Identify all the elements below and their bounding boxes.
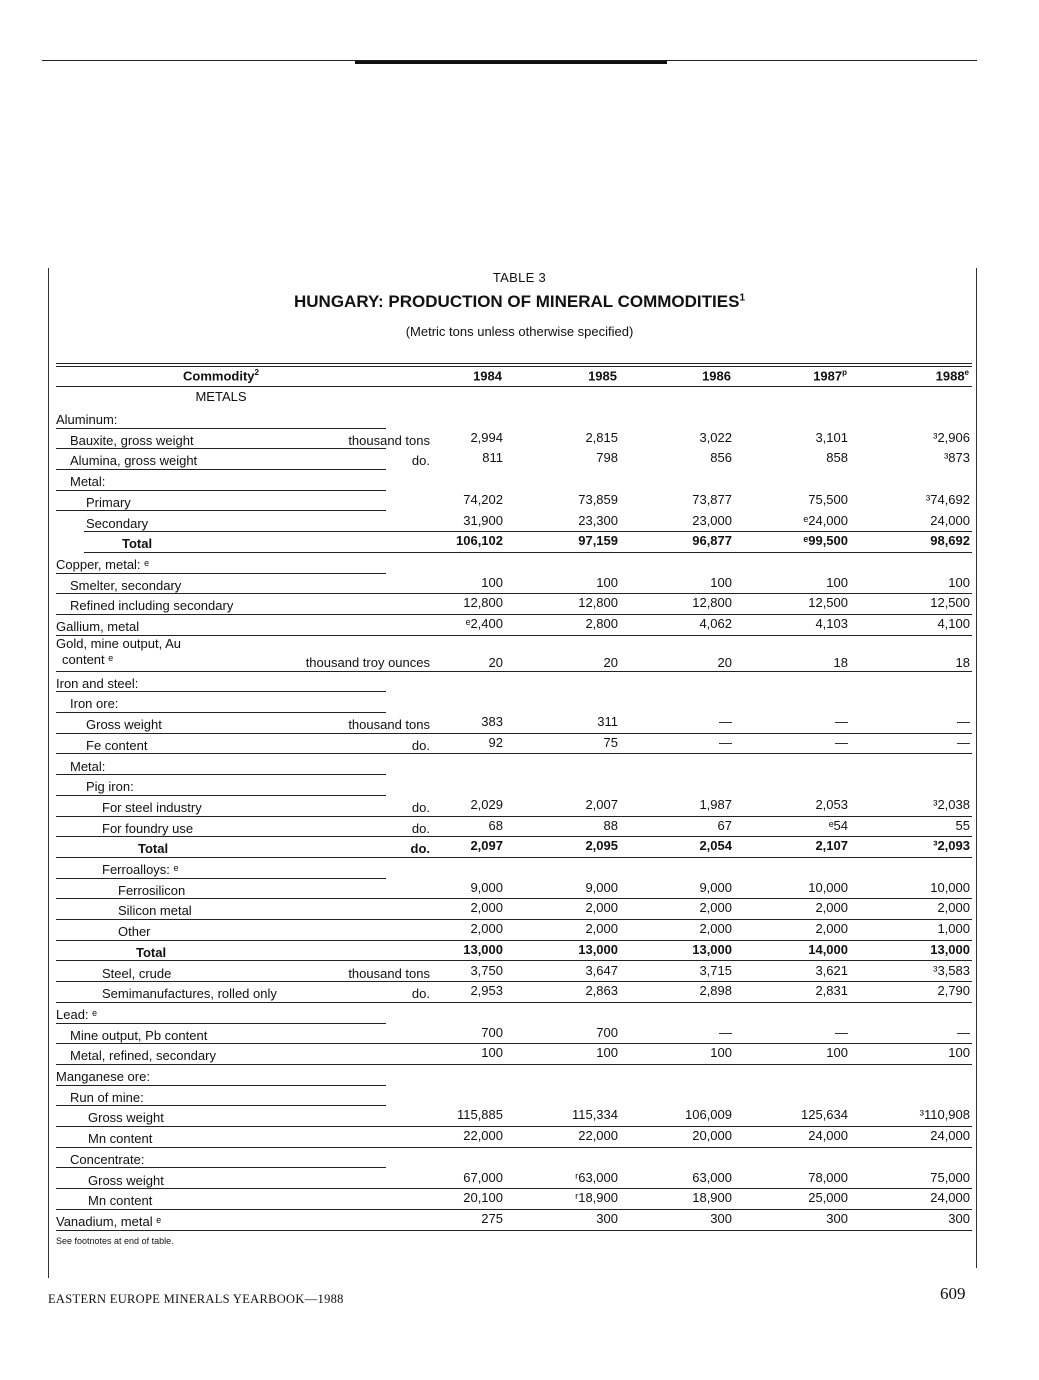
value-1988: ³2,038 (933, 796, 970, 812)
table-row (56, 512, 972, 533)
table-row (56, 713, 972, 734)
value-1988: ³873 (943, 450, 970, 466)
value-1986: 2,054 (699, 838, 732, 854)
value-1985: 2,000 (585, 921, 618, 937)
value-1987: 2,000 (815, 900, 848, 916)
value-1985: 2,007 (585, 796, 618, 812)
commodity-name: For steel industry (102, 799, 202, 815)
value-1985: 97,159 (578, 533, 618, 549)
unit-label: do. (411, 820, 430, 836)
value-1985: 311 (597, 714, 618, 730)
unit-label: do. (411, 453, 430, 469)
value-1986: 1,987 (699, 796, 732, 812)
value-1984: 20,100 (463, 1190, 503, 1206)
commodity-name: Copper, metal: ᵉ (56, 556, 149, 572)
value-1986: 2,000 (699, 900, 732, 916)
table-row (56, 449, 972, 470)
commodity-name: Gross weight (88, 1110, 164, 1126)
year-header-1988: 1988e (935, 368, 969, 384)
value-1984: 2,994 (470, 429, 503, 445)
commodity-name: Mn content (88, 1193, 153, 1209)
commodity-name: Total (122, 536, 153, 552)
value-1988: 13,000 (930, 941, 970, 957)
unit-label: thousand troy ounces (305, 654, 430, 670)
table-row (56, 615, 972, 636)
value-1986: 67 (717, 817, 732, 833)
value-1987: 2,000 (815, 921, 848, 937)
commodity-name: Gold, mine output, Au content ᵉ (56, 635, 182, 667)
value-1987: 75,500 (808, 491, 848, 507)
value-1988: 300 (948, 1210, 970, 1226)
value-1988: 24,000 (930, 1190, 970, 1206)
value-1987: 300 (826, 1210, 848, 1226)
table-row (56, 1148, 972, 1169)
table-row (56, 1106, 972, 1127)
unit-label: thousand tons (348, 717, 430, 733)
table-row (56, 755, 972, 776)
value-1984: 2,000 (470, 921, 503, 937)
value-1987: 2,053 (815, 796, 848, 812)
value-1987: — (835, 1024, 848, 1040)
value-1987: ᵉ54 (828, 817, 848, 833)
value-1987: 12,500 (808, 595, 848, 611)
table-row (56, 837, 972, 858)
commodity-name: Mine output, Pb content (70, 1027, 208, 1043)
value-1985: 12,800 (578, 595, 618, 611)
value-1987: 4,103 (815, 616, 848, 631)
value-1984: 20 (488, 654, 503, 670)
row-rule (56, 1230, 972, 1231)
commodity-name: For foundry use (102, 820, 194, 836)
value-1988: 2,790 (937, 983, 970, 999)
commodity-name: Run of mine: (70, 1089, 144, 1105)
value-1985: 23,300 (578, 512, 618, 528)
value-1984: 100 (481, 1045, 503, 1061)
value-1987: 125,634 (801, 1107, 848, 1123)
value-1988: 98,692 (930, 533, 970, 549)
commodity-name: Gross weight (88, 1172, 164, 1188)
value-1988: 12,500 (930, 595, 970, 611)
year-header-1984: 1984 (473, 368, 502, 384)
commodity-name: Bauxite, gross weight (70, 432, 194, 448)
value-1987: 100 (826, 1045, 848, 1061)
value-1988: 10,000 (930, 879, 970, 895)
value-1985: 73,859 (578, 491, 618, 507)
unit-label: do. (410, 841, 430, 857)
value-1988: 24,000 (930, 1128, 970, 1144)
table-row (56, 574, 972, 595)
value-1988: 24,000 (930, 512, 970, 528)
value-1984: 700 (481, 1024, 503, 1040)
table-row (56, 672, 972, 693)
value-1986: 73,877 (692, 491, 732, 507)
value-1986: 23,000 (692, 512, 732, 528)
table-row (56, 429, 972, 450)
table-row (56, 594, 972, 615)
publication-title: EASTERN EUROPE MINERALS YEARBOOK—1988 (48, 1292, 344, 1306)
value-1987: 2,107 (815, 838, 848, 854)
value-1988: 100 (948, 574, 970, 590)
value-1985: 115,334 (571, 1107, 618, 1123)
value-1987: 100 (826, 574, 848, 590)
value-1984: 67,000 (463, 1169, 503, 1185)
value-1987: 18 (833, 654, 848, 670)
commodity-name: Gross weight (86, 717, 162, 733)
commodity-name: Total (136, 944, 167, 960)
commodity-name: Silicon metal (118, 903, 192, 919)
value-1987: 3,101 (815, 429, 848, 445)
table-row (56, 1210, 972, 1231)
table-title-text: HUNGARY: PRODUCTION OF MINERAL COMMODITIES (293, 292, 740, 311)
table-label: TABLE 3 (492, 270, 547, 285)
table-row (56, 636, 972, 672)
value-1987: 858 (826, 450, 848, 466)
value-1988: ³3,583 (933, 962, 970, 978)
commodity-name: Secondary (86, 515, 149, 531)
table-row (56, 858, 972, 879)
table-row (56, 1086, 972, 1107)
value-1985: 22,000 (578, 1128, 618, 1144)
table-row (56, 1169, 972, 1190)
value-1985: 700 (596, 1024, 618, 1040)
table-row (56, 817, 972, 838)
value-1987: — (835, 714, 848, 730)
table-row (56, 899, 972, 920)
value-1986: — (719, 734, 732, 750)
value-1985: 20 (603, 654, 618, 670)
value-1987: — (835, 734, 848, 750)
value-1985: 13,000 (578, 941, 618, 957)
value-1985: 2,000 (585, 900, 618, 916)
table-subtitle: (Metric tons unless otherwise specified) (405, 324, 634, 339)
value-1984: 100 (481, 574, 503, 590)
table-row (56, 775, 972, 796)
unit-label: do. (411, 737, 430, 753)
section-label-metals: METALS (195, 389, 247, 404)
value-1986: 2,898 (699, 983, 732, 999)
table-row (56, 796, 972, 817)
header-top-rule (56, 363, 972, 364)
header-top-rule-2 (56, 366, 972, 367)
table-row (56, 1189, 972, 1210)
value-1988: — (957, 734, 970, 750)
value-1988: ³110,908 (919, 1107, 970, 1123)
table-row (56, 1065, 972, 1086)
value-1988: 55 (955, 817, 970, 833)
commodity-name: Refined including secondary (70, 598, 234, 614)
commodity-name: Metal: (70, 474, 106, 490)
commodity-name: Lead: ᵉ (56, 1006, 97, 1022)
value-1987: 24,000 (808, 1128, 848, 1144)
year-header-1986: 1986 (702, 368, 731, 384)
value-1984: 22,000 (463, 1128, 503, 1144)
value-1986: 2,000 (699, 921, 732, 937)
value-1984: 2,097 (470, 838, 503, 854)
unit-label: thousand tons (348, 432, 430, 448)
value-1984: 383 (481, 714, 503, 730)
table-row (56, 553, 972, 574)
value-1984: 2,953 (470, 983, 503, 999)
value-1987: 10,000 (808, 879, 848, 895)
commodity-name: Fe content (86, 737, 148, 753)
value-1984: 9,000 (470, 879, 503, 895)
value-1985: ʳ18,900 (575, 1190, 618, 1206)
value-1987: ᵉ24,000 (803, 512, 848, 528)
value-1985: 88 (603, 817, 618, 833)
value-1985: 100 (596, 1045, 618, 1061)
commodity-name: Manganese ore: (56, 1069, 150, 1084)
value-1986: 9,000 (699, 879, 732, 895)
value-1984: ᵉ2,400 (465, 616, 503, 631)
value-1987: 3,621 (815, 962, 848, 978)
value-1984: 92 (488, 734, 503, 750)
value-1986: 300 (710, 1210, 732, 1226)
table-row (56, 941, 972, 962)
value-1984: 2,029 (470, 796, 503, 812)
table-row (56, 879, 972, 900)
value-1986: 20 (717, 654, 732, 670)
commodity-name: Pig iron: (86, 779, 134, 795)
value-1985: 2,863 (585, 983, 618, 999)
table-title (0, 292, 1039, 312)
value-1988: 75,000 (930, 1169, 970, 1185)
commodity-name: Vanadium, metal ᵉ (56, 1213, 162, 1229)
commodity-name: Ferrosilicon (118, 882, 186, 898)
year-header-1987: 1987$^p$ (813, 368, 847, 384)
table-row (56, 1024, 972, 1045)
value-1986: 100 (710, 574, 732, 590)
commodity-name: Steel, crude (102, 965, 172, 981)
commodity-name: Iron ore: (70, 696, 119, 712)
table-row (56, 1127, 972, 1148)
value-1987: ᵉ99,500 (803, 533, 848, 549)
table-row (56, 1044, 972, 1065)
value-1988: 100 (948, 1045, 970, 1061)
table-row (56, 734, 972, 755)
value-1986: 63,000 (692, 1169, 732, 1185)
commodity-name: Other (118, 924, 151, 940)
value-1988: 18 (955, 654, 970, 670)
value-1984: 13,000 (463, 941, 503, 957)
commodity-name: Concentrate: (70, 1151, 145, 1167)
unit-label: do. (411, 799, 430, 815)
value-1986: 106,009 (685, 1107, 732, 1123)
value-1985: 300 (596, 1210, 618, 1226)
commodity-name: Smelter, secondary (70, 577, 182, 593)
value-1986: 18,900 (692, 1190, 732, 1206)
value-1986: 4,062 (699, 616, 732, 631)
table-row (56, 470, 972, 491)
value-1988: 2,000 (937, 900, 970, 916)
commodity-name: Metal: (70, 758, 106, 774)
value-1985: 2,095 (585, 838, 618, 854)
value-1988: 1,000 (937, 921, 970, 937)
right-margin-line (976, 268, 977, 1268)
header-bottom-rule (56, 386, 972, 387)
value-1986: — (719, 1024, 732, 1040)
page-number: 609 (940, 1284, 966, 1303)
value-1984: 12,800 (463, 595, 503, 611)
value-1984: 68 (488, 817, 503, 833)
table-row (56, 1003, 972, 1024)
commodity-name: Mn content (88, 1131, 153, 1147)
commodity-name: Iron and steel: (56, 675, 139, 691)
commodity-name: Alumina, gross weight (70, 453, 198, 469)
commodity-name: Ferroalloys: ᵉ (102, 862, 179, 877)
value-1984: 31,900 (463, 512, 503, 528)
value-1986: — (719, 714, 732, 730)
commodity-header-note: 2 (254, 368, 259, 377)
table-row (56, 962, 972, 983)
value-1988: 4,100 (937, 616, 970, 631)
value-1984: 74,202 (463, 491, 503, 507)
table-row (56, 491, 972, 512)
value-1984: 275 (481, 1210, 503, 1226)
value-1986: 100 (710, 1045, 732, 1061)
commodity-name: Total (138, 841, 169, 857)
commodity-name: Semimanufactures, rolled only (102, 986, 277, 1002)
value-1986: 96,877 (692, 533, 732, 549)
value-1988: — (957, 714, 970, 730)
top-rule-accent (355, 61, 667, 64)
value-1986: 3,022 (699, 429, 732, 445)
value-1986: 20,000 (692, 1128, 732, 1144)
commodity-name: Aluminum: (56, 412, 118, 427)
value-1985: 3,647 (585, 962, 618, 978)
table-row (56, 692, 972, 713)
table-title-note: 1 (739, 292, 745, 304)
table-row (56, 408, 972, 429)
value-1988: ³2,093 (933, 838, 970, 854)
table-row (56, 920, 972, 941)
commodity-name: Metal, refined, secondary (70, 1048, 216, 1064)
value-1988: ³2,906 (933, 429, 970, 445)
commodity-header-text: Commodity (183, 368, 255, 384)
value-1985: 2,815 (585, 429, 618, 445)
value-1984: 115,885 (456, 1107, 503, 1123)
value-1985: 75 (603, 734, 618, 750)
value-1988: ³74,692 (925, 491, 970, 507)
unit-label: thousand tons (348, 965, 430, 981)
value-1987: 78,000 (808, 1169, 848, 1185)
year-header-1985: 1985 (588, 368, 617, 384)
value-1985: 2,800 (585, 616, 618, 631)
value-1984: 2,000 (470, 900, 503, 916)
value-1986: 12,800 (692, 595, 732, 611)
value-1987: 25,000 (808, 1190, 848, 1206)
footnote: See footnotes at end of table. (56, 1236, 174, 1246)
value-1987: 2,831 (815, 983, 848, 999)
table-row (56, 982, 972, 1003)
commodity-name: Gallium, metal (56, 619, 140, 634)
commodity-header (56, 368, 386, 383)
left-margin-line (48, 268, 49, 1278)
unit-label: do. (411, 986, 430, 1002)
value-1986: 856 (710, 450, 732, 466)
value-1985: 798 (596, 450, 618, 466)
value-1985: ʳ63,000 (575, 1169, 618, 1185)
value-1984: 3,750 (470, 962, 503, 978)
value-1985: 100 (596, 574, 618, 590)
value-1987: 14,000 (808, 941, 848, 957)
value-1984: 811 (482, 450, 503, 466)
value-1988: — (957, 1024, 970, 1040)
commodity-name: Primary (86, 494, 131, 510)
table-row (56, 532, 972, 553)
value-1984: 106,102 (456, 533, 503, 549)
value-1985: 9,000 (585, 879, 618, 895)
value-1986: 3,715 (699, 962, 732, 978)
value-1986: 13,000 (692, 941, 732, 957)
